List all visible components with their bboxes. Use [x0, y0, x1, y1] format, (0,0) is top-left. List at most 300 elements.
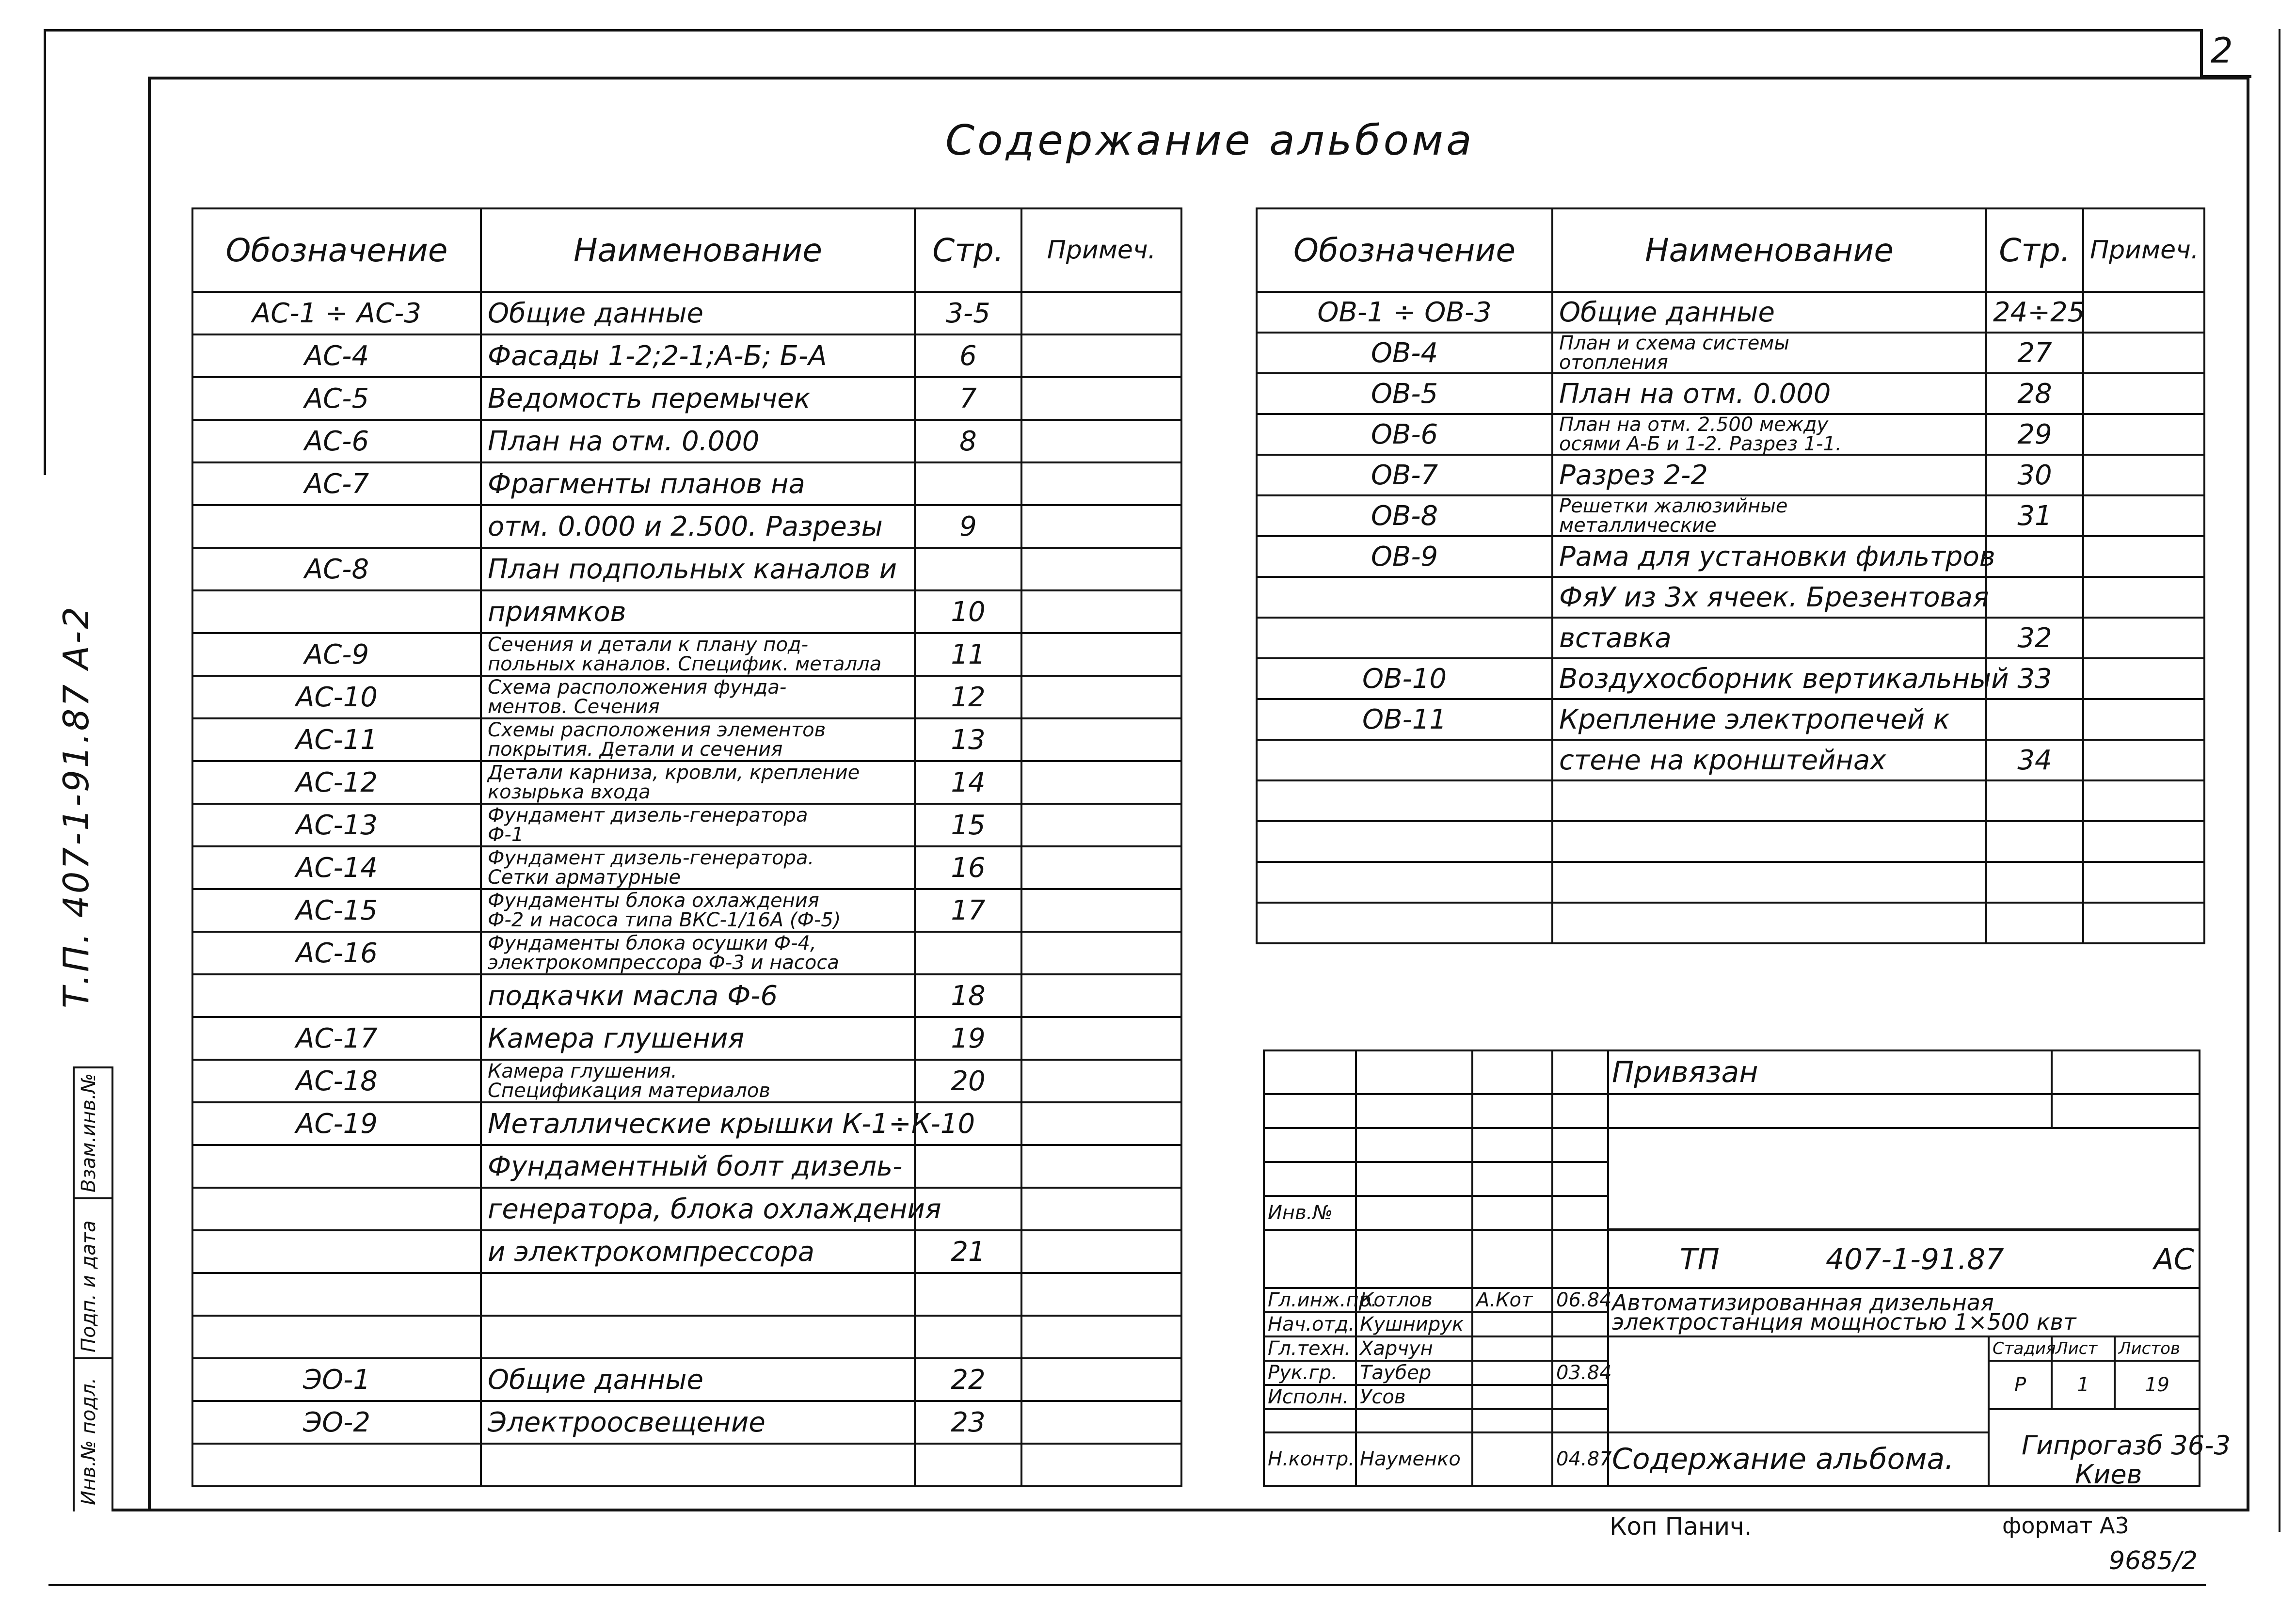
- left-name-line1: Фундамент дизель-генератора.: [488, 847, 814, 869]
- left-name: Фрагменты планов на: [481, 462, 915, 505]
- right-code: ОВ-10: [1257, 658, 1552, 699]
- left-page: 11: [915, 633, 1021, 676]
- strip-vzam-inv: Взам.инв.№: [78, 1073, 100, 1193]
- left-name: [481, 1316, 915, 1358]
- left-row: [192, 1230, 1181, 1273]
- left-note: [1021, 334, 1181, 377]
- role-3: Рук.гр.: [1264, 1361, 1356, 1385]
- left-page: [915, 932, 1021, 974]
- left-code: АС-15: [192, 889, 481, 932]
- left-row: [192, 1358, 1181, 1401]
- left-code: АС-6: [192, 420, 481, 462]
- left-code: [192, 1444, 481, 1486]
- right-code: [1257, 740, 1552, 780]
- right-page: [1986, 903, 2083, 943]
- stamp-section: АС: [2153, 1242, 2194, 1276]
- left-page: [915, 1316, 1021, 1358]
- left-page: 14: [915, 761, 1021, 804]
- frame-bottom-line: [112, 1509, 2249, 1511]
- left-code: АС-1 ÷ АС-3: [192, 292, 481, 334]
- right-row: [1257, 821, 2204, 862]
- left-code: АС-4: [192, 334, 481, 377]
- left-name: Металлические крышки К-1÷К-10: [481, 1102, 915, 1145]
- role-2-date: [1552, 1336, 1608, 1361]
- right-row: [1257, 903, 2204, 943]
- left-name: [481, 1444, 915, 1486]
- left-name: [481, 1273, 915, 1316]
- left-note: [1021, 1316, 1181, 1358]
- left-name-line2: козырька входа: [488, 781, 651, 803]
- strip-div2: [73, 1197, 113, 1199]
- left-row: [192, 1401, 1181, 1444]
- left-page: 22: [915, 1358, 1021, 1401]
- left-page: 16: [915, 846, 1021, 889]
- object-line1: Автоматизированная дизельная: [1612, 1289, 1994, 1316]
- left-note: [1021, 377, 1181, 420]
- frame-left-line: [148, 77, 151, 1511]
- right-code: ОВ-6: [1257, 414, 1552, 455]
- left-header-designation: Обозначение: [192, 208, 481, 292]
- left-row: [192, 1145, 1181, 1188]
- left-name: [481, 761, 915, 804]
- left-name: отм. 0.000 и 2.500. Разрезы: [481, 505, 915, 548]
- left-row: [192, 1316, 1181, 1358]
- left-code: АС-17: [192, 1017, 481, 1060]
- left-code: АС-14: [192, 846, 481, 889]
- left-name: [481, 633, 915, 676]
- right-code: ОВ-8: [1257, 495, 1552, 536]
- right-row: [1257, 577, 2204, 618]
- left-code: [192, 1188, 481, 1230]
- left-note: [1021, 633, 1181, 676]
- right-page: [1986, 577, 2083, 618]
- stage-header: Стадия: [1989, 1336, 2052, 1361]
- right-name: стене на кронштейнах: [1552, 740, 1986, 780]
- right-contents-table: [1256, 207, 2205, 944]
- left-name-line2: ментов. Сечения: [488, 696, 660, 718]
- left-name: Камера глушения: [481, 1017, 915, 1060]
- role-2-sign: [1472, 1336, 1552, 1361]
- left-row: [192, 1060, 1181, 1102]
- right-note: [2083, 577, 2204, 618]
- left-code: АС-12: [192, 761, 481, 804]
- left-code: ЭО-2: [192, 1401, 481, 1444]
- right-name: [1552, 495, 1986, 536]
- outer-left-line: [44, 29, 46, 475]
- right-page: [1986, 862, 2083, 903]
- left-row: [192, 932, 1181, 974]
- left-header-name: Наименование: [481, 208, 915, 292]
- right-name: вставка: [1552, 618, 1986, 658]
- left-note: [1021, 846, 1181, 889]
- left-row: [192, 292, 1181, 334]
- left-code: [192, 1230, 481, 1273]
- left-note: [1021, 1401, 1181, 1444]
- left-page: 6: [915, 334, 1021, 377]
- org-line1: Гипрогазб 36-3: [2022, 1430, 2231, 1461]
- left-name-line2: Сетки арматурные: [488, 866, 681, 889]
- left-code: [192, 590, 481, 633]
- right-code: [1257, 862, 1552, 903]
- right-row: [1257, 495, 2204, 536]
- left-note: [1021, 932, 1181, 974]
- left-name-line1: Сечения и детали к плану под-: [488, 634, 809, 656]
- right-note: [2083, 821, 2204, 862]
- right-header-row: [1257, 208, 2204, 292]
- left-note: [1021, 676, 1181, 718]
- role-3-date: 03.84: [1552, 1361, 1608, 1385]
- right-row: [1257, 780, 2204, 821]
- left-row: [192, 462, 1181, 505]
- left-name-line1: Фундаменты блока осушки Ф-4,: [488, 932, 816, 954]
- left-note: [1021, 505, 1181, 548]
- left-note: [1021, 590, 1181, 633]
- right-name: [1552, 414, 1986, 455]
- strip-inv-podl: Инв.№ подл.: [78, 1377, 100, 1505]
- sheet-value: 1: [2052, 1361, 2115, 1409]
- doc-title: Содержание альбома.: [1608, 1432, 1989, 1486]
- right-name: ФяУ из 3х ячеек. Брезентовая: [1552, 577, 1986, 618]
- left-name: Фасады 1-2;2-1;А-Б; Б-А: [481, 334, 915, 377]
- sheets-header: Листов: [2115, 1336, 2200, 1361]
- right-note: [2083, 333, 2204, 373]
- right-note: [2083, 495, 2204, 536]
- format-label: формат А3: [2002, 1512, 2129, 1539]
- left-contents-table: [191, 207, 1182, 1487]
- left-note: [1021, 548, 1181, 590]
- inv-label: Инв.№: [1264, 1196, 1356, 1230]
- left-note: [1021, 1444, 1181, 1486]
- left-name: План на отм. 0.000: [481, 420, 915, 462]
- strip-div1: [73, 1357, 113, 1359]
- object-line2: электростанция мощностью 1×500 квт: [1612, 1309, 2076, 1335]
- left-name: генератора, блока охлаждения: [481, 1188, 915, 1230]
- left-name: [481, 932, 915, 974]
- left-row: [192, 676, 1181, 718]
- right-header-designation: Обозначение: [1257, 208, 1552, 292]
- stamp-number: 407-1-91.87: [1825, 1242, 2004, 1276]
- left-code: АС-10: [192, 676, 481, 718]
- left-code: АС-7: [192, 462, 481, 505]
- right-code: ОВ-7: [1257, 455, 1552, 495]
- right-row: [1257, 292, 2204, 333]
- left-row: [192, 590, 1181, 633]
- page-title: Содержание альбома: [945, 116, 1475, 165]
- left-page: 21: [915, 1230, 1021, 1273]
- right-note: [2083, 740, 2204, 780]
- left-name-line1: Схема расположения фунда-: [488, 676, 787, 699]
- right-name: Крепление электропечей к: [1552, 699, 1986, 740]
- right-code: ОВ-9: [1257, 536, 1552, 577]
- right-note: [2083, 373, 2204, 414]
- left-row: [192, 804, 1181, 846]
- right-page: 29: [1986, 414, 2083, 455]
- left-name: [481, 676, 915, 718]
- left-row: [192, 377, 1181, 420]
- left-header-row: [192, 208, 1181, 292]
- left-name: [481, 1060, 915, 1102]
- right-header-note: Примеч.: [2083, 208, 2204, 292]
- stage-value: Р: [1989, 1361, 2052, 1409]
- archive-number: 9685/2: [2109, 1546, 2198, 1575]
- left-note: [1021, 1145, 1181, 1188]
- right-row: [1257, 862, 2204, 903]
- left-name-line1: Детали карниза, кровли, крепление: [488, 762, 860, 784]
- left-name-line2: Спецификация материалов: [488, 1080, 770, 1102]
- left-note: [1021, 974, 1181, 1017]
- stamp-code: ТП: [1680, 1242, 1720, 1276]
- right-note: [2083, 780, 2204, 821]
- sheet-header: Лист: [2052, 1336, 2115, 1361]
- left-code: АС-8: [192, 548, 481, 590]
- right-name-line1: План и схема системы: [1559, 332, 1790, 354]
- left-code: АС-19: [192, 1102, 481, 1145]
- right-row: [1257, 740, 2204, 780]
- left-note: [1021, 292, 1181, 334]
- vertical-doc-code: Т.П. 407-1-91.87 А-2: [56, 604, 96, 1008]
- left-page: 10: [915, 590, 1021, 633]
- role-5-name: Науменко: [1356, 1432, 1472, 1486]
- bottom-rule: [48, 1584, 2206, 1586]
- role-1-date: [1552, 1312, 1608, 1336]
- right-name: [1552, 333, 1986, 373]
- left-name: Общие данные: [481, 292, 915, 334]
- left-code: АС-16: [192, 932, 481, 974]
- left-page: 12: [915, 676, 1021, 718]
- right-name-line2: металлические: [1559, 514, 1717, 537]
- left-note: [1021, 804, 1181, 846]
- left-name: подкачки масла Ф-6: [481, 974, 915, 1017]
- left-code: [192, 1316, 481, 1358]
- role-5-sign: [1472, 1432, 1552, 1486]
- left-row: [192, 505, 1181, 548]
- role-4: Исполн.: [1264, 1385, 1356, 1409]
- right-row: [1257, 536, 2204, 577]
- left-name: Электроосвещение: [481, 1401, 915, 1444]
- right-page: 28: [1986, 373, 2083, 414]
- left-name-line2: польных каналов. Специфик. металла: [488, 653, 882, 675]
- left-code: АС-9: [192, 633, 481, 676]
- left-code: АС-11: [192, 718, 481, 761]
- left-page: 13: [915, 718, 1021, 761]
- right-page: [1986, 821, 2083, 862]
- left-row: [192, 846, 1181, 889]
- right-note: [2083, 903, 2204, 943]
- right-page: 33: [1986, 658, 2083, 699]
- right-note: [2083, 414, 2204, 455]
- role-0-date: 06.84: [1552, 1288, 1608, 1312]
- left-note: [1021, 1230, 1181, 1273]
- left-row: [192, 761, 1181, 804]
- role-3-name: Таубер: [1356, 1361, 1472, 1385]
- right-code: [1257, 903, 1552, 943]
- frame-right-line: [2247, 77, 2249, 1511]
- left-page: 7: [915, 377, 1021, 420]
- left-name-line1: Камера глушения.: [488, 1060, 677, 1082]
- left-row: [192, 718, 1181, 761]
- role-3-sign: [1472, 1361, 1552, 1385]
- strip-right-line: [112, 1066, 113, 1511]
- left-name-line1: Фундаменты блока охлаждения: [488, 890, 819, 912]
- right-name: [1552, 903, 1986, 943]
- title-block: [1263, 1049, 2200, 1487]
- left-note: [1021, 1017, 1181, 1060]
- left-name: [481, 889, 915, 932]
- right-row: [1257, 618, 2204, 658]
- right-name: Воздухосборник вертикальный: [1552, 658, 1986, 699]
- left-code: ЭО-1: [192, 1358, 481, 1401]
- right-name-line1: Решетки жалюзийные: [1559, 495, 1788, 517]
- left-name: План подпольных каналов и: [481, 548, 915, 590]
- left-code: [192, 1145, 481, 1188]
- left-row: [192, 1444, 1181, 1486]
- left-code: АС-13: [192, 804, 481, 846]
- left-name: [481, 846, 915, 889]
- right-name: [1552, 780, 1986, 821]
- right-name-line1: План на отм. 2.500 между: [1559, 413, 1829, 436]
- right-name: Общие данные: [1552, 292, 1986, 333]
- left-name-line2: Ф-1: [488, 824, 524, 846]
- left-page: 15: [915, 804, 1021, 846]
- left-header-page: Стр.: [915, 208, 1021, 292]
- page-number: 2: [2211, 30, 2233, 71]
- right-code: ОВ-4: [1257, 333, 1552, 373]
- left-page: [915, 1273, 1021, 1316]
- left-page: 17: [915, 889, 1021, 932]
- left-row: [192, 1188, 1181, 1230]
- left-note: [1021, 1102, 1181, 1145]
- right-code: ОВ-11: [1257, 699, 1552, 740]
- role-4-sign: [1472, 1385, 1552, 1409]
- right-page: 30: [1986, 455, 2083, 495]
- right-row: [1257, 373, 2204, 414]
- left-code: АС-5: [192, 377, 481, 420]
- left-name: [481, 718, 915, 761]
- left-note: [1021, 1273, 1181, 1316]
- right-code: [1257, 780, 1552, 821]
- left-name-line2: электрокомпрессора Ф-3 и насоса: [488, 952, 839, 974]
- right-name: [1552, 821, 1986, 862]
- right-name-line2: отопления: [1559, 351, 1668, 374]
- left-page: [915, 548, 1021, 590]
- left-name: Фундаментный болт дизель-: [481, 1145, 915, 1188]
- right-note: [2083, 292, 2204, 333]
- left-note: [1021, 718, 1181, 761]
- left-row: [192, 889, 1181, 932]
- right-row: [1257, 699, 2204, 740]
- role-1-name: Кушнирук: [1356, 1312, 1472, 1336]
- role-4-name: Усов: [1356, 1385, 1472, 1409]
- right-code: ОВ-5: [1257, 373, 1552, 414]
- left-page: 3-5: [915, 292, 1021, 334]
- frame-top-line: [148, 77, 2249, 80]
- left-page: 8: [915, 420, 1021, 462]
- role-5-date: 04.87: [1552, 1432, 1608, 1486]
- role-1: Нач.отд.: [1264, 1312, 1356, 1336]
- role-0: Гл.инж.пр.: [1264, 1288, 1356, 1312]
- right-note: [2083, 658, 2204, 699]
- left-page: 18: [915, 974, 1021, 1017]
- outer-top-line: [44, 29, 2201, 32]
- left-note: [1021, 1188, 1181, 1230]
- strip-top-line: [73, 1066, 113, 1068]
- left-note: [1021, 761, 1181, 804]
- right-page: 27: [1986, 333, 2083, 373]
- left-row: [192, 974, 1181, 1017]
- left-note: [1021, 1060, 1181, 1102]
- role-0-name: Котлов: [1356, 1288, 1472, 1312]
- right-note: [2083, 862, 2204, 903]
- left-name-line1: Фундамент дизель-генератора: [488, 804, 808, 827]
- org-line2: Киев: [2075, 1459, 2142, 1490]
- right-row: [1257, 455, 2204, 495]
- left-note: [1021, 462, 1181, 505]
- right-page: 32: [1986, 618, 2083, 658]
- right-code: [1257, 618, 1552, 658]
- strip-left-line: [73, 1066, 75, 1511]
- right-page: [1986, 699, 2083, 740]
- right-header-page: Стр.: [1986, 208, 2083, 292]
- right-name: Разрез 2-2: [1552, 455, 1986, 495]
- right-page: 34: [1986, 740, 2083, 780]
- right-code: ОВ-1 ÷ ОВ-3: [1257, 292, 1552, 333]
- left-note: [1021, 889, 1181, 932]
- left-row: [192, 548, 1181, 590]
- right-edge-line: [2279, 29, 2280, 1532]
- left-code: [192, 974, 481, 1017]
- left-name-line2: покрытия. Детали и сечения: [488, 738, 783, 761]
- role-2: Гл.техн.: [1264, 1336, 1356, 1361]
- left-name-line2: Ф-2 и насоса типа ВКС-1/16А (Ф-5): [488, 909, 841, 931]
- left-row: [192, 633, 1181, 676]
- right-note: [2083, 536, 2204, 577]
- right-code: [1257, 577, 1552, 618]
- strip-podp-data: Подп. и дата: [78, 1220, 100, 1352]
- privyazan-label: Привязан: [1608, 1050, 2052, 1094]
- left-name: Ведомость перемычек: [481, 377, 915, 420]
- left-name-line1: Схемы расположения элементов: [488, 719, 826, 741]
- left-row: [192, 1273, 1181, 1316]
- right-name-line2: осями А-Б и 1-2. Разрез 1-1.: [1559, 433, 1842, 455]
- right-note: [2083, 699, 2204, 740]
- left-code: [192, 1273, 481, 1316]
- left-header-note: Примеч.: [1021, 208, 1181, 292]
- copied-by: Коп Панич.: [1610, 1512, 1752, 1541]
- right-row: [1257, 333, 2204, 373]
- left-row: [192, 1102, 1181, 1145]
- right-note: [2083, 618, 2204, 658]
- right-name: Рама для установки фильтров: [1552, 536, 1986, 577]
- left-note: [1021, 1358, 1181, 1401]
- sheets-value: 19: [2115, 1361, 2200, 1409]
- left-page: [915, 1444, 1021, 1486]
- left-row: [192, 420, 1181, 462]
- left-code: [192, 505, 481, 548]
- left-name: [481, 804, 915, 846]
- left-page: 9: [915, 505, 1021, 548]
- left-page: 20: [915, 1060, 1021, 1102]
- right-page: 24÷25: [1986, 292, 2083, 333]
- left-name: приямков: [481, 590, 915, 633]
- right-page: [1986, 536, 2083, 577]
- role-1-sign: [1472, 1312, 1552, 1336]
- left-name: Общие данные: [481, 1358, 915, 1401]
- right-page: [1986, 780, 2083, 821]
- left-row: [192, 334, 1181, 377]
- role-0-sign: А.Кот: [1472, 1288, 1552, 1312]
- right-row: [1257, 658, 2204, 699]
- right-code: [1257, 821, 1552, 862]
